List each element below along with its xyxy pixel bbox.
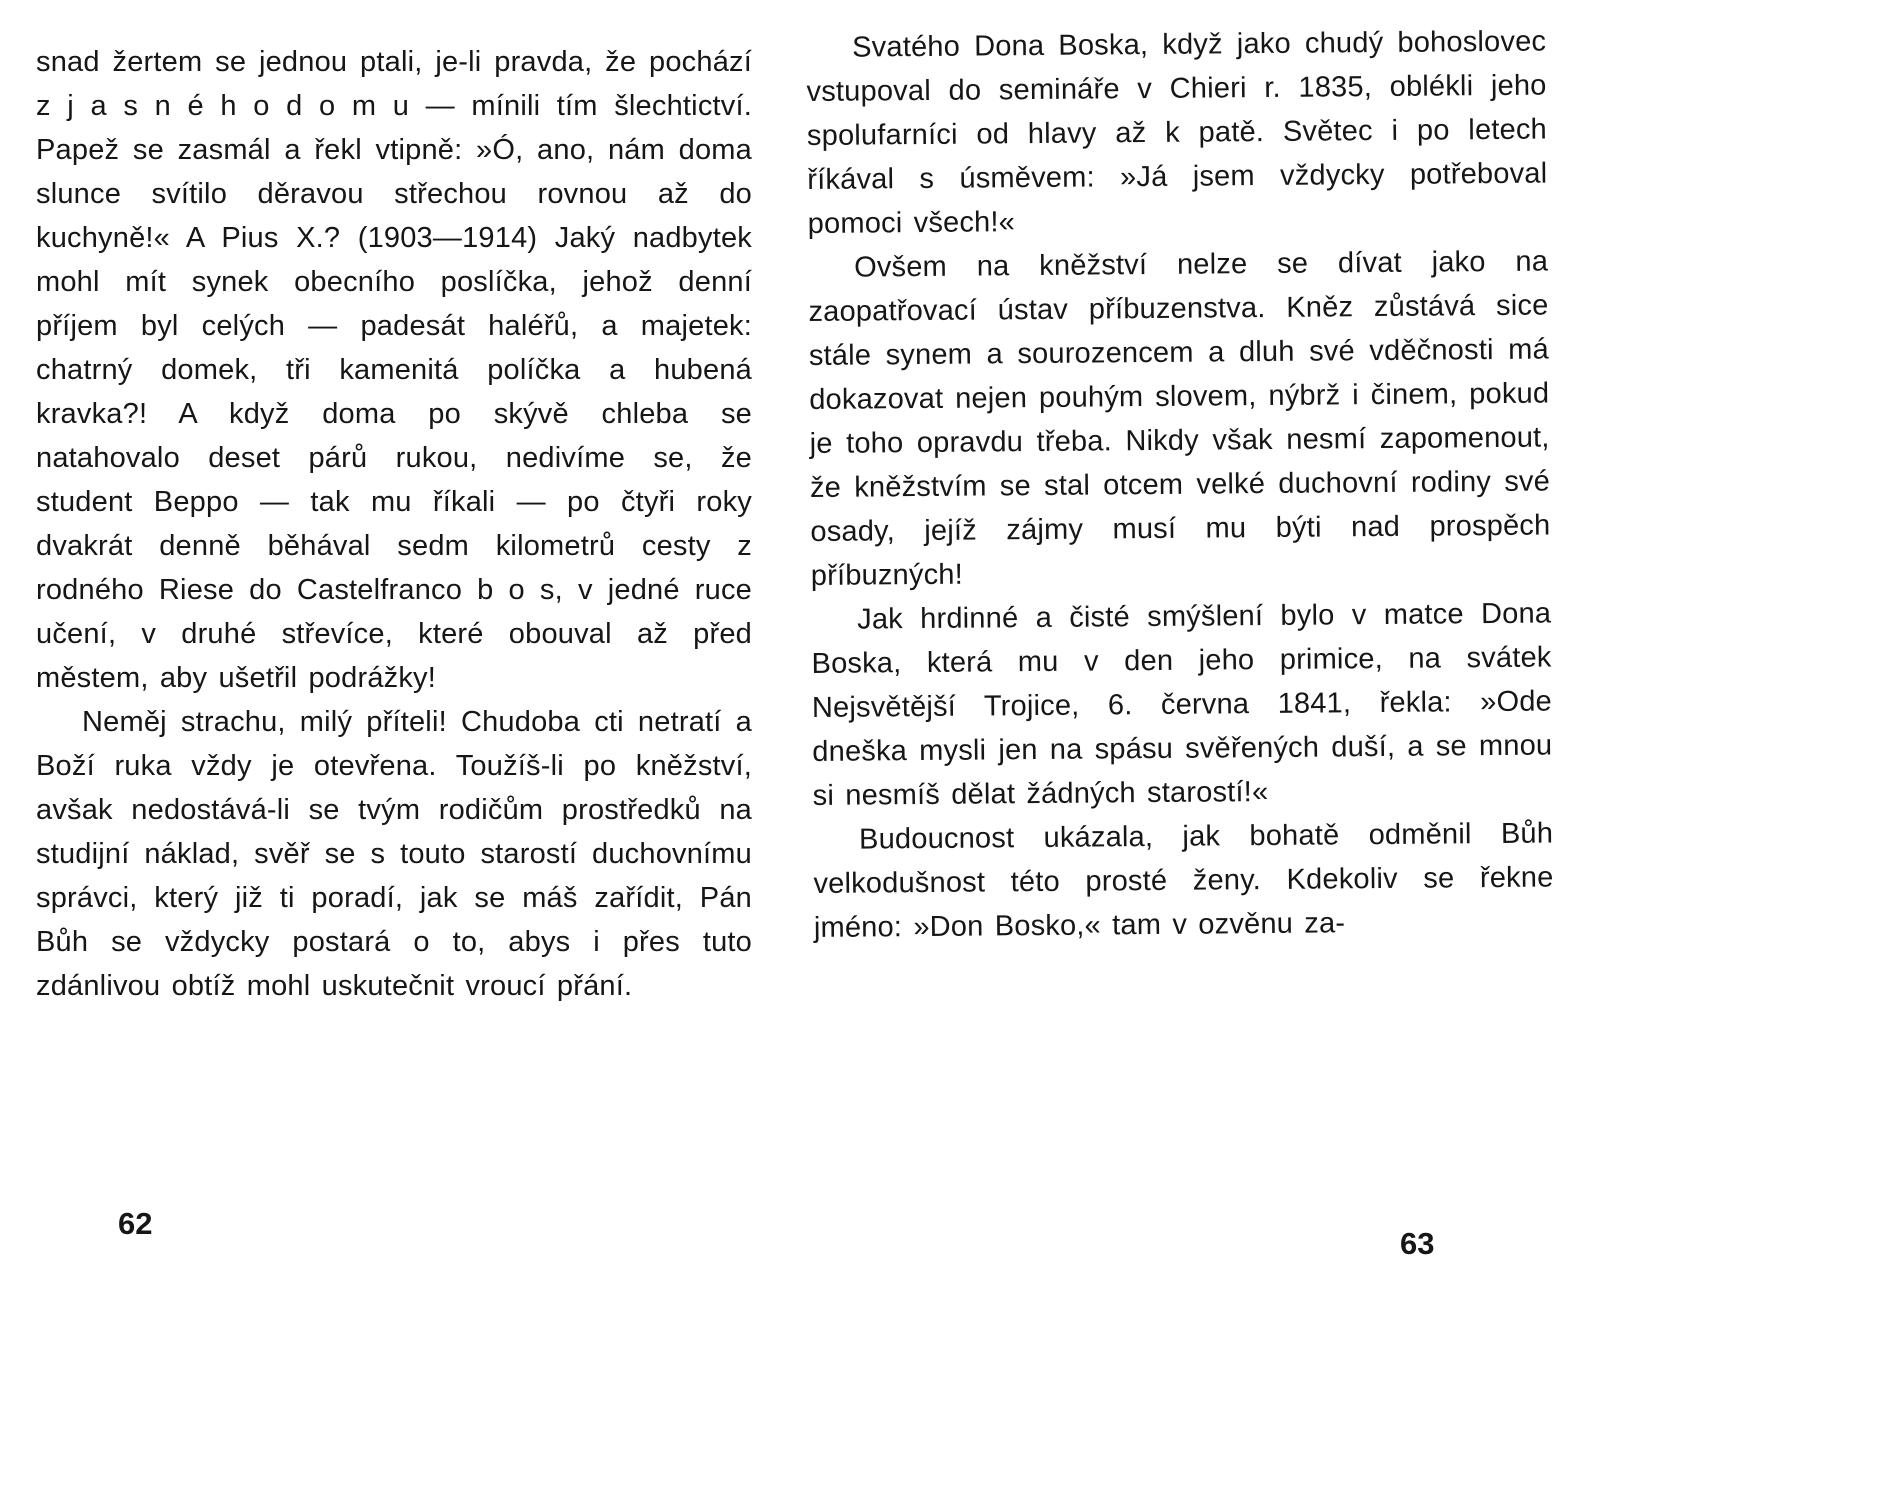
paragraph: Jak hrdinné a čisté smýšlení bylo v matce Dona Boska, která mu v den jeho primice, na svátek Nejsvětější Trojice, 6. června 1841, řekla: »Ode dneška mysli jen na spásu svěřených duší, a se mnou si nesmíš dělat žádných starostí!« — [811, 597, 1553, 812]
paragraph: Ovšem na kněžství nelze se dívat jako na zaopatřovací ústav příbuzenstva. Kněz zůstává sice stále synem a sourozencem a dluh své vděčnosti má dokazovat nejen pouhým slovem, nýbrž i činem, pokud je toho opravdu třeba. Nikdy však nesmí zapomenout, že kněžstvím se stal otcem velké duchovní rodiny své osady, jejíž zájmy musí mu býti nad prospěch příbuzných! — [808, 245, 1551, 592]
paragraph: Svatého Dona Boska, když jako chudý bohoslovec vstupoval do semináře v Chieri r. 1835, oblékli jeho spolufarníci od hlavy až k patě. Světec i po letech říkával s úsměvem: »Já jsem vždycky potřeboval pomoci všech!« — [806, 25, 1548, 240]
page-number-right: 63 — [1400, 1226, 1435, 1261]
paragraph: snad žertem se jednou ptali, je-li pravda, že pochází z j a s n é h o d o m u — mínili tím šlechtictví. Papež se zasmál a řekl vtipně: »Ó, ano, nám doma slunce svítilo děravou střechou rovnou až do kuchyně!« A Pius X.? (1903—1914) Jaký nadbytek mohl mít synek obecního poslíčka, jehož denní příjem byl celých — padesát haléřů, a majetek: chatrný domek, tři kamenitá políčka a hubená kravka?! A když doma po skývě chleba se natahovalo deset párů rukou, nedivíme se, že student Beppo — tak mu říkali — po čtyři roky dvakrát denně běhával sedm kilometrů cesty z rodného Riese do Castelfranco b o s, v jedné ruce učení, v druhé střevíce, které obouval až před městem, aby ušetřil podrážky! — [36, 46, 752, 694]
paragraph: Neměj strachu, milý příteli! Chudoba cti netratí a Boží ruka vždy je otevřena. Toužíš-li po kněžství, avšak nedostává-li se tvým rodičům prostředků na studijní náklad, svěř se s touto starostí duchovnímu správci, který již ti poradí, jak se máš zařídit, Pán Bůh se vždycky postará o to, abys i přes tuto zdánlivou obtíž mohl uskutečnit vroucí přání. — [36, 706, 752, 1002]
paragraph: Budoucnost ukázala, jak bohatě odměnil Bůh velkodušnost této prosté ženy. Kdekoliv se řekne jméno: »Don Bosko,« tam v ozvěnu za- — [813, 817, 1554, 944]
page-left — [36, 40, 752, 1008]
page-number-left: 62 — [118, 1206, 153, 1241]
page-right — [806, 20, 1554, 950]
